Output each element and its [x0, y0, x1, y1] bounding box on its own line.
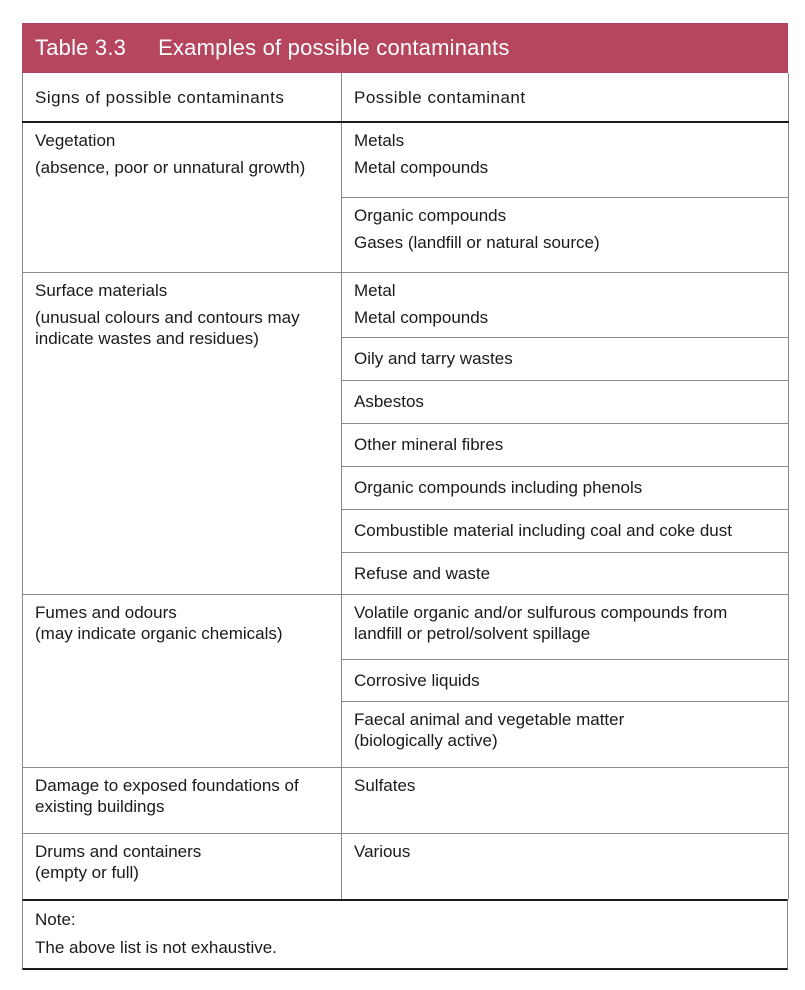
table-row [23, 595, 789, 660]
contaminant-text: (biologically active) [354, 731, 498, 750]
contaminant-text: Faecal animal and vegetable matter [354, 710, 625, 729]
column-header-contaminant: Possible contaminant [342, 73, 789, 122]
contaminant-cell [342, 702, 789, 768]
sign-cell [23, 595, 342, 768]
sign-text: existing buildings [35, 797, 165, 816]
table-row [23, 834, 789, 900]
note-text: The above list is not exhaustive. [35, 938, 277, 957]
sign-text: (absence, poor or unnatural growth) [35, 158, 306, 177]
contaminant-text: Refuse and waste [354, 564, 491, 583]
contaminant-cell [342, 510, 789, 553]
sign-cell [23, 768, 342, 834]
contaminant-text: Volatile organic and/or sulfurous compounds from [354, 603, 728, 622]
contaminant-cell [342, 424, 789, 467]
contaminant-cell [342, 381, 789, 424]
contaminant-text: Other mineral fibres [354, 435, 504, 454]
contaminants-table [22, 73, 789, 899]
contaminant-text: Metals [354, 131, 405, 150]
sign-cell [23, 834, 342, 900]
contaminant-cell [342, 198, 789, 273]
sign-text: (may indicate organic chemicals) [35, 624, 283, 643]
contaminant-text: Sulfates [354, 776, 416, 795]
table-body [23, 122, 789, 899]
column-header-signs: Signs of possible contaminants [23, 73, 342, 122]
contaminant-cell [342, 768, 789, 834]
sign-text: (unusual colours and contours may [35, 308, 300, 327]
contaminant-cell [342, 595, 789, 660]
sign-text: indicate wastes and residues) [35, 329, 259, 348]
table-title: Examples of possible contaminants [158, 35, 510, 60]
contaminant-text: Asbestos [354, 392, 424, 411]
table-frame [22, 23, 788, 970]
table-row [23, 273, 789, 338]
contaminant-text: landfill or petrol/solvent spillage [354, 624, 591, 643]
sign-text: (empty or full) [35, 863, 139, 882]
contaminant-text: Organic compounds [354, 206, 507, 225]
sign-cell [23, 122, 342, 273]
contaminant-cell [342, 467, 789, 510]
contaminant-cell [342, 660, 789, 702]
table-number: Table 3.3 [35, 35, 127, 60]
contaminant-text: Combustible material including coal and coke dust [354, 521, 732, 540]
sign-text: Damage to exposed foundations of [35, 776, 299, 795]
table-row [23, 122, 789, 198]
contaminant-text: Metal [354, 281, 396, 300]
sign-text: Fumes and odours [35, 603, 177, 622]
contaminant-cell [342, 338, 789, 381]
note-label: Note: [35, 910, 76, 929]
table-title-bar [22, 23, 788, 73]
sign-text: Vegetation [35, 131, 116, 150]
contaminant-text: Corrosive liquids [354, 671, 480, 690]
contaminant-cell [342, 553, 789, 595]
sign-text: Surface materials [35, 281, 168, 300]
contaminant-text: Metal compounds [354, 308, 489, 327]
contaminant-cell [342, 273, 789, 338]
table-note [22, 899, 788, 970]
sign-cell [23, 273, 342, 595]
sign-text: Drums and containers [35, 842, 202, 861]
contaminant-text: Various [354, 842, 411, 861]
contaminant-text: Metal compounds [354, 158, 489, 177]
contaminant-cell [342, 834, 789, 900]
table-header-row [23, 73, 789, 122]
table-row [23, 768, 789, 834]
contaminant-cell [342, 122, 789, 198]
contaminant-text: Organic compounds including phenols [354, 478, 643, 497]
contaminant-text: Gases (landfill or natural source) [354, 233, 600, 252]
contaminant-text: Oily and tarry wastes [354, 349, 513, 368]
